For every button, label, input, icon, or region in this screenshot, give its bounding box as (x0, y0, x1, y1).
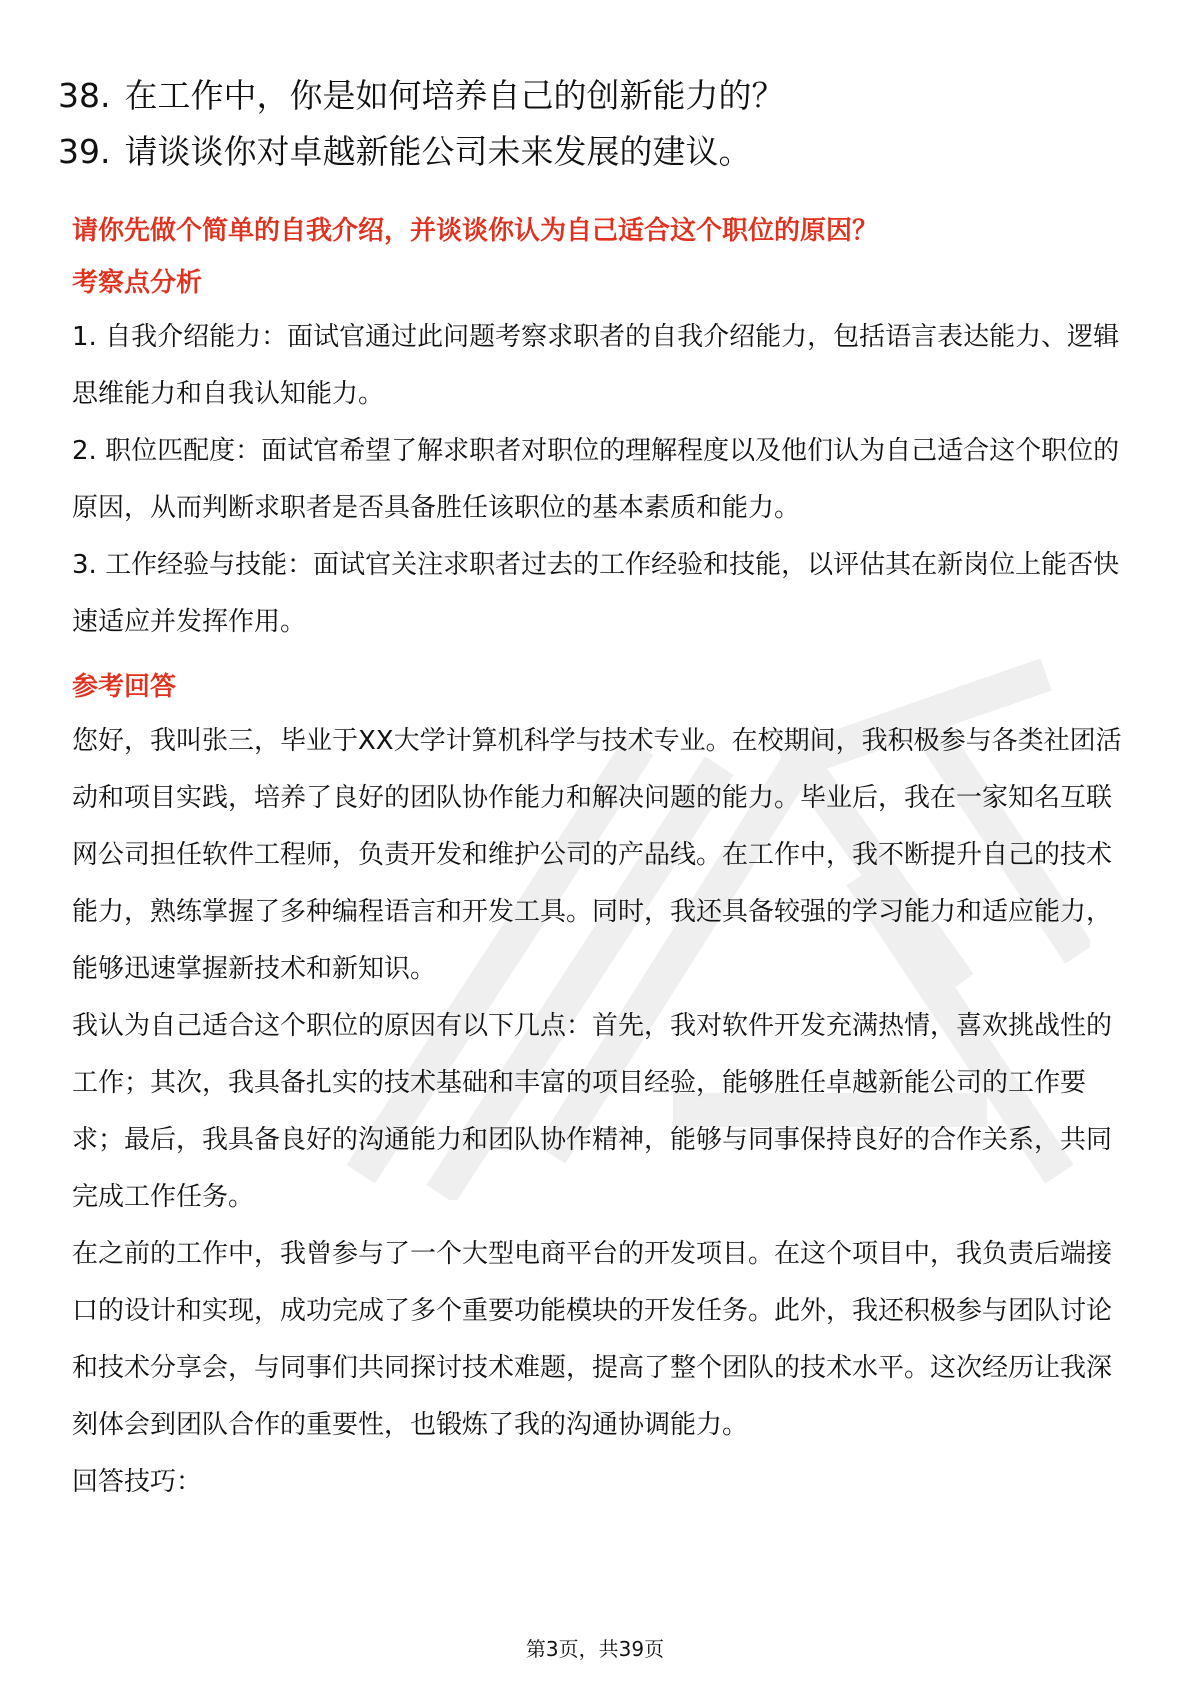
main-question-heading: 请你先做个简单的自我介绍，并谈谈你认为自己适合这个职位的原因？ (72, 216, 879, 246)
question-text: 在工作中，你是如何培养自己的创新能力的？ (124, 76, 785, 115)
question-text: 请谈谈你对卓越新能公司未来发展的建议。 (124, 132, 752, 171)
tips-label: 回答技巧： (72, 1467, 203, 1497)
page-footer: 第3页，共39页 (525, 1637, 665, 1661)
reference-heading: 参考回答 (72, 672, 177, 702)
question-item-39 (58, 124, 1138, 180)
question-list (58, 68, 1138, 180)
question-item-38 (58, 68, 1138, 124)
reference-paragraph: 您好，我叫张三，毕业于XX大学计算机科学与技术专业。在校期间，我积极参与各类社团活动和项目实践，培养了良好的团队协作能力和解决问题的能力。毕业后，我在一家知名互联网公司担任软件工程师，负责开发和维护公司的产品线。在工作中，我不断提升自己的技术能力，熟练掌握了多种编程语言和开发工具。同时，我还具备较强的学习能力和适应能力，能够迅速掌握新技术和新知识。 (72, 726, 1122, 984)
reference-paragraph: 在之前的工作中，我曾参与了一个大型电商平台的开发项目。在这个项目中，我负责后端接口的设计和实现，成功完成了多个重要功能模块的开发任务。此外，我还积极参与团队讨论和技术分享会，与同事们共同探讨技术难题，提高了整个团队的技术水平。这次经历让我深刻体会到团队合作的重要性，也锻炼了我的沟通协调能力。 (72, 1239, 1113, 1440)
analysis-heading: 考察点分析 (72, 268, 203, 298)
analysis-point: 2. 职位匹配度：面试官希望了解求职者对职位的理解程度以及他们认为自己适合这个职位的原因，从而判断求职者是否具备胜任该职位的基本素质和能力。 (72, 436, 1120, 523)
reference-paragraph: 我认为自己适合这个职位的原因有以下几点：首先，我对软件开发充满热情，喜欢挑战性的工作；其次，我具备扎实的技术基础和丰富的项目经验，能够胜任卓越新能公司的工作要求；最后，我具备良好的沟通能力和团队协作精神，能够与同事保持良好的合作关系，共同完成工作任务。 (72, 1011, 1113, 1212)
analysis-point: 1. 自我介绍能力：面试官通过此问题考察求职者的自我介绍能力，包括语言表达能力、逻辑思维能力和自我认知能力。 (72, 322, 1120, 409)
question-number: 38. (58, 76, 111, 115)
question-number: 39. (58, 132, 111, 171)
analysis-point: 3. 工作经验与技能：面试官关注求职者过去的工作经验和技能，以评估其在新岗位上能否快速适应并发挥作用。 (72, 550, 1120, 637)
answer-section (72, 205, 1122, 1511)
